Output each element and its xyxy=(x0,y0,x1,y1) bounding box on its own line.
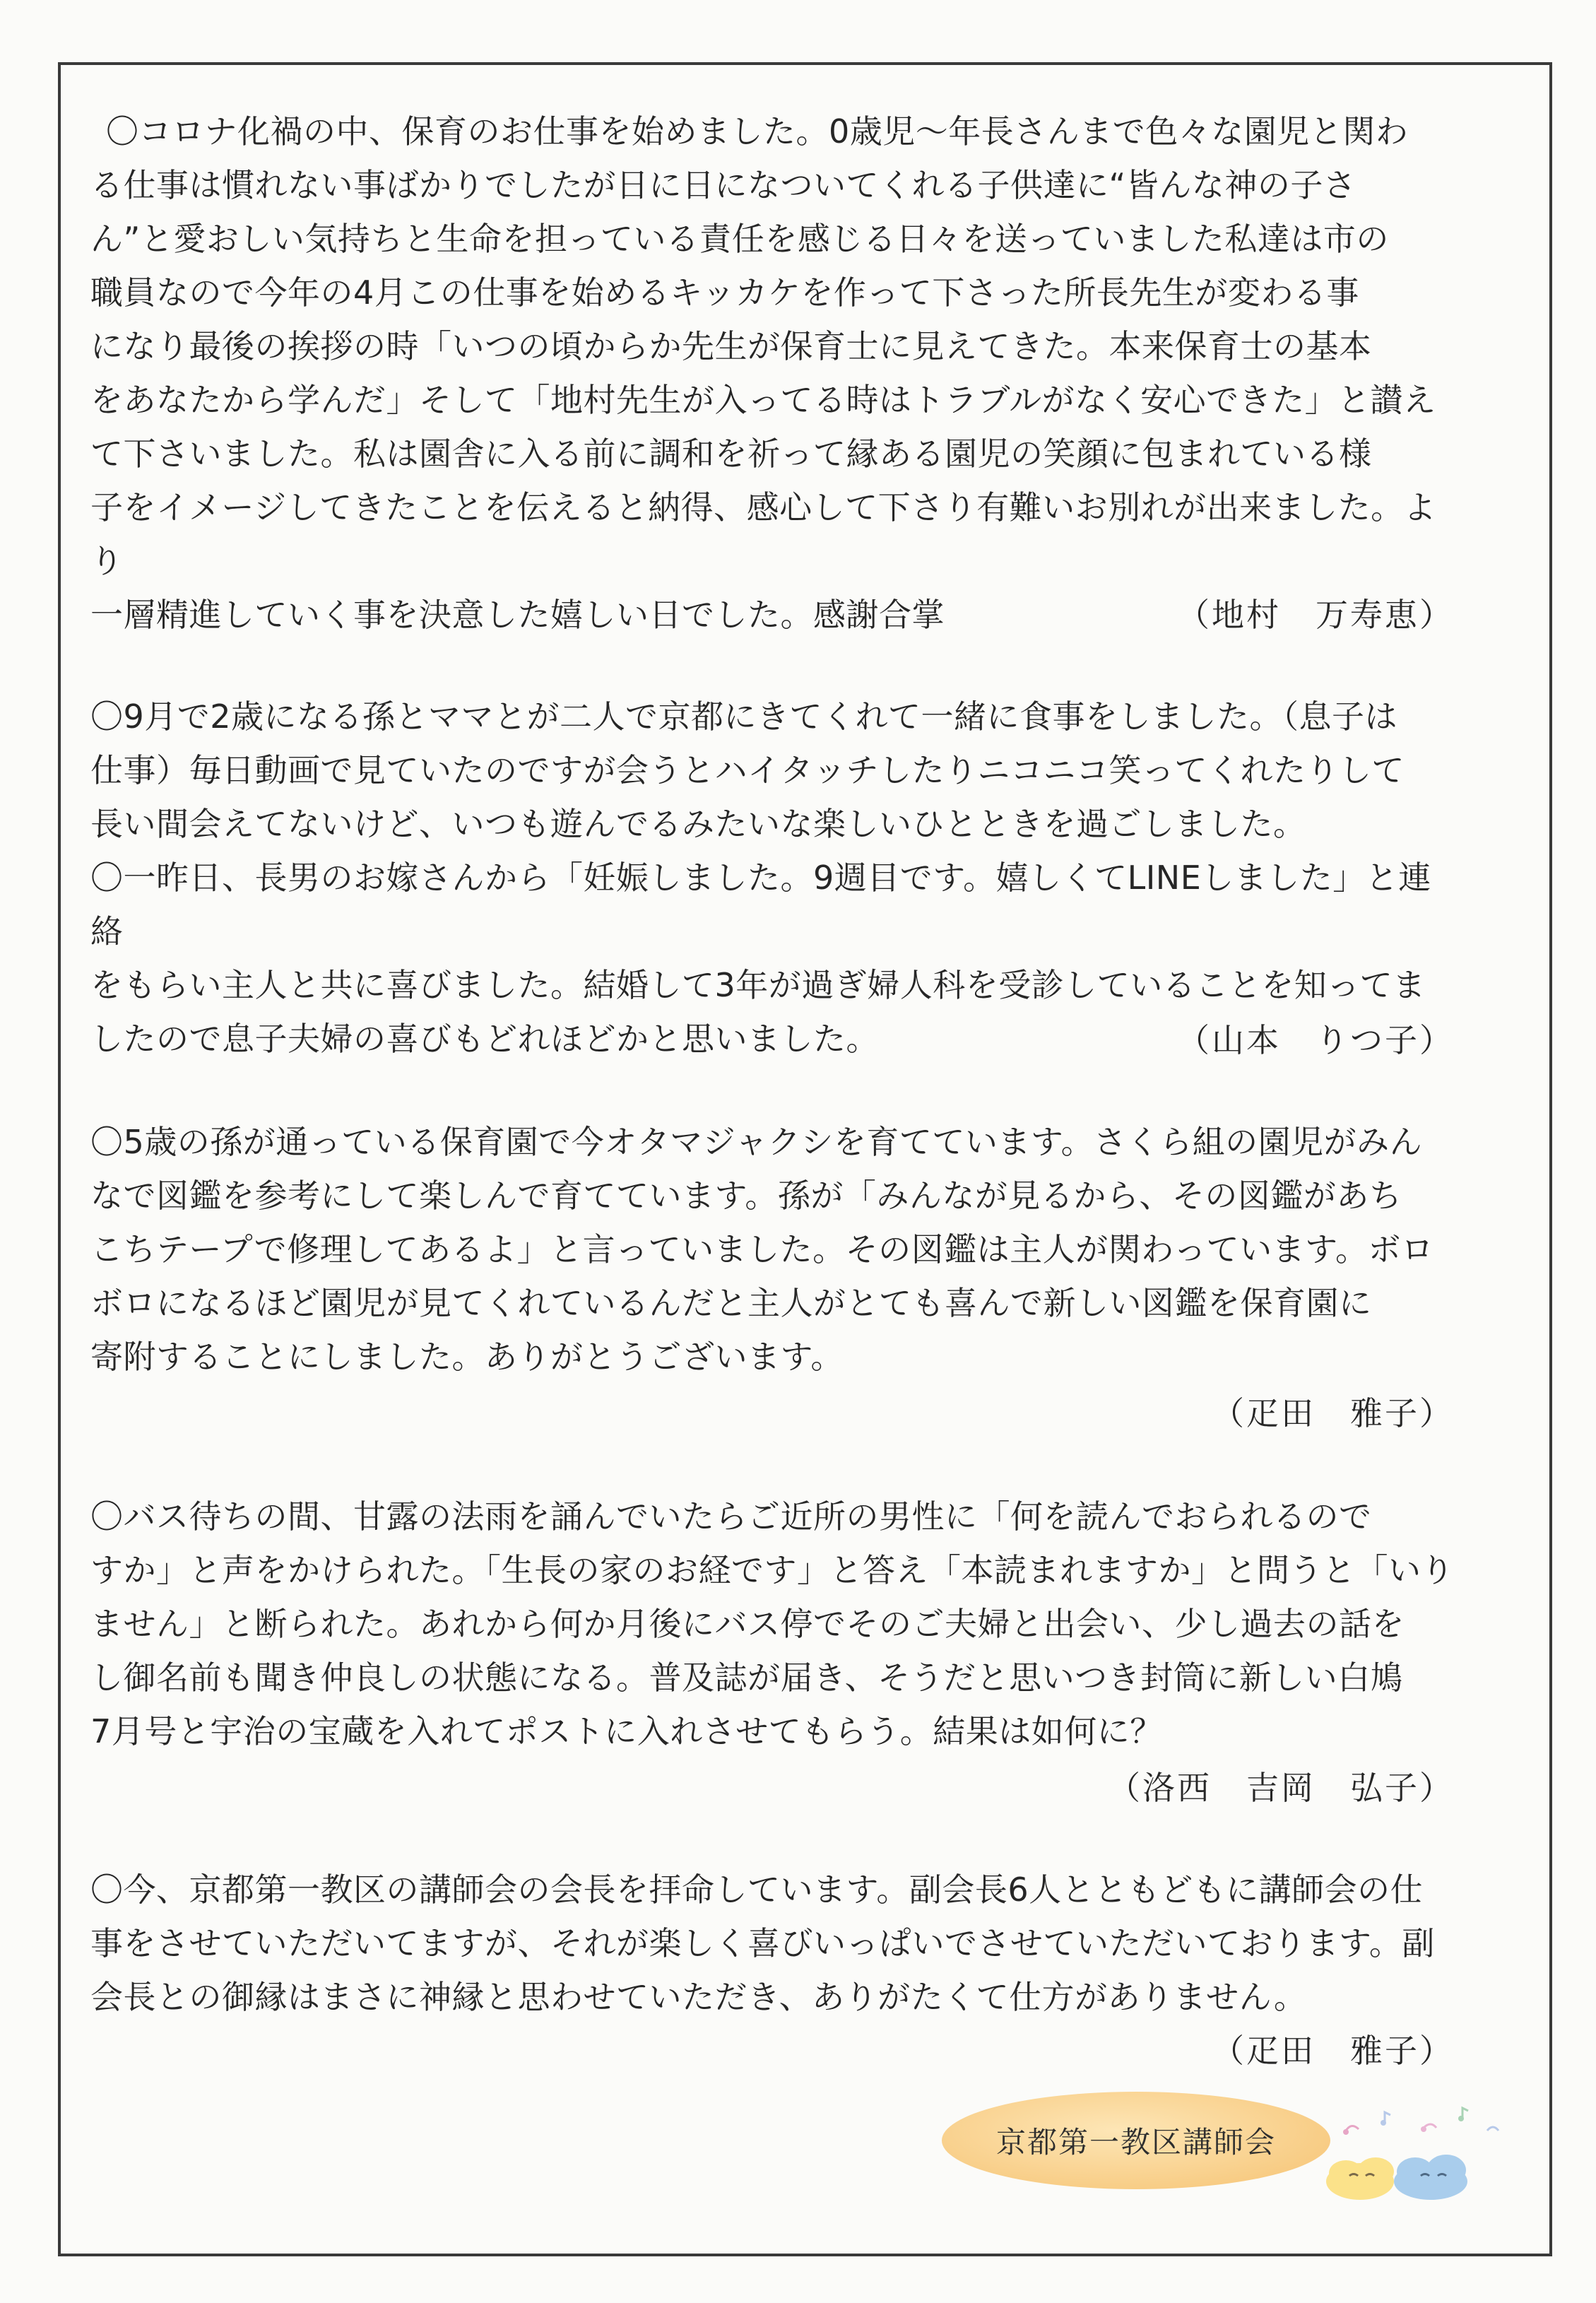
entry-line: て下さいました。私は園舎に入る前に調和を祈って縁ある園児の笑顔に包まれている様 xyxy=(90,435,1372,473)
entry-line: ん”と愛おしい気持ちと生命を担っている責任を感じる日々を送っていました私達は市の xyxy=(90,220,1389,258)
cloud-blue-icon xyxy=(1394,2155,1467,2200)
entry-line: 〇コロナ化禍の中、保育のお仕事を始めました。0歳児～年長さんまで色々な園児と関わ xyxy=(106,112,1409,151)
entry-line: 〇今、京都第一教区の講師会の会長を拝命しています。副会長6人とともどもに講師会の仕 xyxy=(90,1871,1424,1909)
entry-line: ボロになるほど園児が見てくれているんだと主人がとても喜んで新しい図鑑を保育園に xyxy=(90,1284,1372,1322)
entry-line: なで図鑑を参考にして楽しんで育てています。孫が「みんなが見るから、その図鑑があち xyxy=(90,1177,1402,1215)
entry-line: る仕事は慣れない事ばかりでしたが日に日になついてくれる子供達に“皆んな神の子さ xyxy=(90,166,1356,204)
cloud-music-icon xyxy=(1318,2102,1508,2208)
entry-line: になり最後の挨拶の時「いつの頃からか先生が保育士に見えてきた。本来保育士の基本 xyxy=(90,327,1372,365)
entry-line: こちテープで修理してあるよ」と言っていました。その図鑑は主人が関わっています。ボロ xyxy=(90,1230,1434,1268)
entry-author: （地村 万寿恵） xyxy=(1177,596,1454,634)
entry-5 xyxy=(90,1863,1454,2070)
entry-line: をもらい主人と共に喜びました。結婚して3年が過ぎ婦人科を受診していることを知ってま xyxy=(90,966,1426,1004)
entry-line: 〇9月で2歳になる孫とママとが二人で京都にきてくれて一緒に食事をしました。（息子は xyxy=(90,697,1398,736)
entry-line: をあなたから学んだ」そして「地村先生が入ってる時はトラブルがなく安心できた」と讃え xyxy=(90,381,1436,419)
entry-4 xyxy=(90,1490,1454,1807)
entry-line: 事をさせていただいてますが、それが楽しく喜びいっぱいでさせていただいております。副 xyxy=(90,1924,1435,1962)
entry-author: （疋田 雅子） xyxy=(1212,1394,1454,1432)
entry-line: 職員なので今年の4月この仕事を始めるキッカケを作って下さった所長先生が変わる事 xyxy=(90,273,1359,312)
footer-label: 京都第一教区講師会 xyxy=(995,2125,1276,2160)
entry-line: すか」と声をかけられた。「生長の家のお経です」と答え「本読まれますか」と問うと「いり xyxy=(90,1551,1454,1589)
entry-line: したので息子夫婦の喜びもどれほどかと思いました。 xyxy=(90,1020,879,1058)
entry-line: 一層精進していく事を決意した嬉しい日でした。感謝合掌 xyxy=(90,596,945,634)
entry-line: 7月号と宇治の宝蔵を入れてポストに入れさせてもらう。結果は如何に？ xyxy=(90,1712,1163,1750)
entry-3 xyxy=(90,1115,1454,1432)
entry-1 xyxy=(90,105,1454,642)
music-notes-icon xyxy=(1343,2108,1499,2135)
entry-author: （洛西 吉岡 弘子） xyxy=(1108,1769,1454,1807)
cloud-yellow-icon xyxy=(1326,2157,1394,2200)
entry-line: 長い間会えてないけど、いつも遊んでるみたいな楽しいひとときを過ごしました。 xyxy=(90,805,1306,843)
entry-2 xyxy=(90,690,1454,1066)
entry-author: （疋田 雅子） xyxy=(1212,2032,1454,2070)
entry-line: 〇5歳の孫が通っている保育園で今オタマジャクシを育てています。さくら組の園児がみん xyxy=(90,1123,1423,1161)
footer-badge xyxy=(942,2092,1330,2189)
entry-line: 子をイメージしてきたことを伝えると納得、感心して下さり有難いお別れが出来ました。より xyxy=(90,488,1437,580)
entry-author: （山本 りつ子） xyxy=(1177,1021,1454,1059)
entry-line: 会長との御縁はまさに神縁と思わせていただき、ありがたくて仕方がありません。 xyxy=(90,1978,1307,2016)
entry-line: 〇バス待ちの間、甘露の法雨を誦んでいたらご近所の男性に「何を読んでおられるので xyxy=(90,1497,1372,1536)
entry-line: 仕事）毎日動画で見ていたのですが会うとハイタッチしたりニコニコ笑ってくれたりして xyxy=(90,751,1405,789)
entry-line: ません」と断られた。あれから何か月後にバス停でそのご夫婦と出会い、少し過去の話を xyxy=(90,1605,1405,1643)
entry-line: し御名前も聞き仲良しの状態になる。普及誌が届き、そうだと思いつき封筒に新しい白鳩 xyxy=(90,1659,1404,1697)
entry-line: 寄附することにしました。ありがとうございます。 xyxy=(90,1338,844,1376)
entry-line: 〇一昨日、長男のお嫁さんから「妊娠しました。9週目です。嬉しくてLINEしました」と連絡 xyxy=(90,859,1431,950)
